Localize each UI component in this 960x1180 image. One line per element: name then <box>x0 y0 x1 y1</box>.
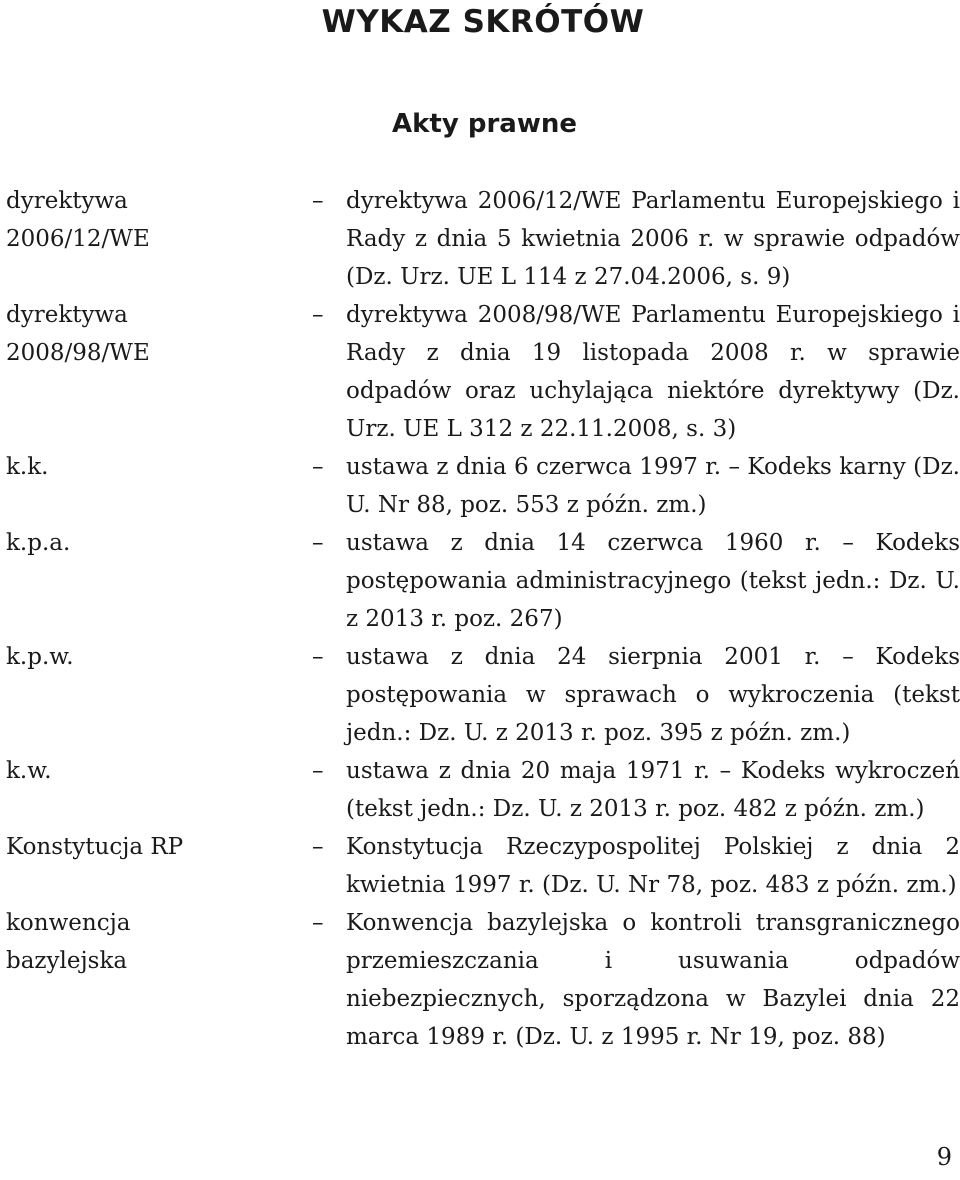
page-number: 9 <box>936 1143 952 1171</box>
abbreviation-term: dyrektywa 2006/12/WE <box>6 188 150 252</box>
abbreviation-definition: Konwencja bazylejska o kontroli transgranicznego przemieszczania i usuwania odpadów niebezpiecznych, sporządzona w Bazylei dnia 22 marca 1989 r. (Dz. U. z 1995 r. Nr 19, poz. 88) <box>346 910 960 1050</box>
abbreviation-entry <box>0 828 960 904</box>
abbreviation-definition: ustawa z dnia 14 czerwca 1960 r. – Kodeks postępowania administracyjnego (tekst jedn.: Dz. U. z 2013 r. poz. 267) <box>346 530 960 632</box>
entry-dash: – <box>312 758 324 784</box>
entry-dash: – <box>312 644 324 670</box>
abbreviation-definition: Konstytucja Rzeczypospolitej Polskiej z dnia 2 kwietnia 1997 r. (Dz. U. Nr 78, poz. 483 z późn. zm.) <box>346 834 960 898</box>
entry-dash: – <box>312 834 324 860</box>
abbreviation-list <box>0 182 960 1056</box>
abbreviation-entry <box>0 296 960 448</box>
abbreviation-definition: ustawa z dnia 24 sierpnia 2001 r. – Kodeks postępowania w sprawach o wykroczenia (tekst jedn.: Dz. U. z 2013 r. poz. 395 z późn. zm.) <box>346 644 960 746</box>
entry-dash: – <box>312 910 324 936</box>
entry-dash: – <box>312 530 324 556</box>
abbreviation-term: Konstytucja RP <box>6 834 184 860</box>
abbreviation-definition: dyrektywa 2008/98/WE Parlamentu Europejskiego i Rady z dnia 19 listopada 2008 r. w sprawie odpadów oraz uchylająca niektóre dyrektywy (Dz. Urz. UE L 312 z 22.11.2008, s. 3) <box>346 302 960 442</box>
abbreviation-term: k.k. <box>6 454 49 480</box>
abbreviation-term: k.p.a. <box>6 530 71 556</box>
entry-dash: – <box>312 454 324 480</box>
page-title: WYKAZ SKRÓTÓW <box>321 4 645 40</box>
section-heading: Akty prawne <box>392 109 577 139</box>
abbreviation-entry <box>0 904 960 1056</box>
abbreviation-entry <box>0 524 960 638</box>
abbreviation-definition: ustawa z dnia 6 czerwca 1997 r. – Kodeks karny (Dz. U. Nr 88, poz. 553 z późn. zm.) <box>346 454 960 518</box>
abbreviation-term: k.p.w. <box>6 644 74 670</box>
abbreviation-entry <box>0 182 960 296</box>
abbreviation-term: k.w. <box>6 758 52 784</box>
abbreviation-definition: dyrektywa 2006/12/WE Parlamentu Europejskiego i Rady z dnia 5 kwietnia 2006 r. w sprawie odpadów (Dz. Urz. UE L 114 z 27.04.2006, s. 9) <box>346 188 960 290</box>
abbreviation-term: konwencja bazylejska <box>6 910 131 974</box>
abbreviation-entry <box>0 448 960 524</box>
abbreviation-definition: ustawa z dnia 20 maja 1971 r. – Kodeks wykroczeń (tekst jedn.: Dz. U. z 2013 r. poz. 482 z późn. zm.) <box>346 758 960 822</box>
entry-dash: – <box>312 302 324 328</box>
abbreviation-entry <box>0 638 960 752</box>
entry-dash: – <box>312 188 324 214</box>
abbreviation-entry <box>0 752 960 828</box>
abbreviation-term: dyrektywa 2008/98/WE <box>6 302 150 366</box>
